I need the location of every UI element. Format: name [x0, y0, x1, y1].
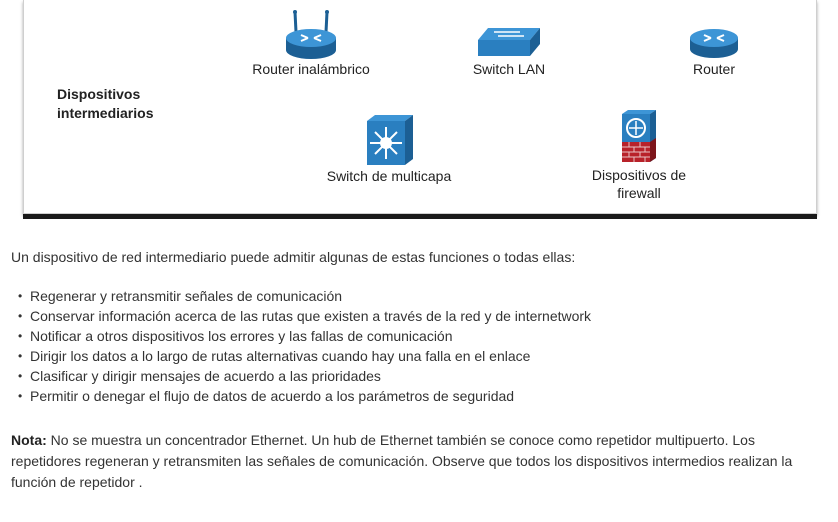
device-label: Router [692, 61, 736, 77]
list-item: • Dirigir los datos a lo largo de rutas alternativas cuando hay una falla en el enlace [18, 346, 591, 366]
device-firewall [579, 108, 699, 202]
function-list [18, 286, 591, 406]
list-item: • Conservar información acerca de las rutas que existen a través de la red y de internetwork [18, 306, 591, 326]
category-label: Dispositivos intermediarios [57, 86, 154, 121]
device-multilayer-switch [314, 113, 464, 185]
device-lan-switch [454, 22, 564, 78]
note-label: Nota: [11, 432, 47, 448]
device-label: Switch de multicapa [326, 168, 452, 184]
device-label: Router inalámbrico [252, 61, 370, 77]
list-item: • Notificar a otros dispositivos los errores y las fallas de comunicación [18, 326, 591, 346]
note-paragraph [11, 430, 826, 493]
list-item: • Clasificar y dirigir mensajes de acuerdo a las prioridades [18, 366, 591, 386]
device-label: Switch LAN [472, 61, 546, 77]
wireless-router-icon [281, 8, 341, 60]
list-item: • Regenerar y retransmitir señales de comunicación [18, 286, 591, 306]
multilayer-switch-icon [361, 113, 417, 167]
diagram-card [23, 0, 817, 214]
router-icon [686, 24, 742, 60]
device-router [674, 24, 754, 78]
firewall-icon [618, 108, 660, 166]
note-text: No se muestra un concentrador Ethernet. Un hub de Ethernet también se conoce como repetidor multipuerto. Los repetidores regeneran y retransmiten las señales de comunicación. Observe que todos los dispositivos intermedios realizan la función de repetidor . [11, 432, 793, 490]
device-label: Dispositivos de firewall [591, 167, 687, 201]
list-item: • Permitir o denegar el flujo de datos de acuerdo a los parámetros de seguridad [18, 386, 591, 406]
device-wireless-router [246, 8, 376, 78]
intro-text: Un dispositivo de red intermediario puede admitir algunas de estas funciones o todas ellas: [11, 249, 576, 265]
lan-switch-icon [476, 22, 542, 60]
